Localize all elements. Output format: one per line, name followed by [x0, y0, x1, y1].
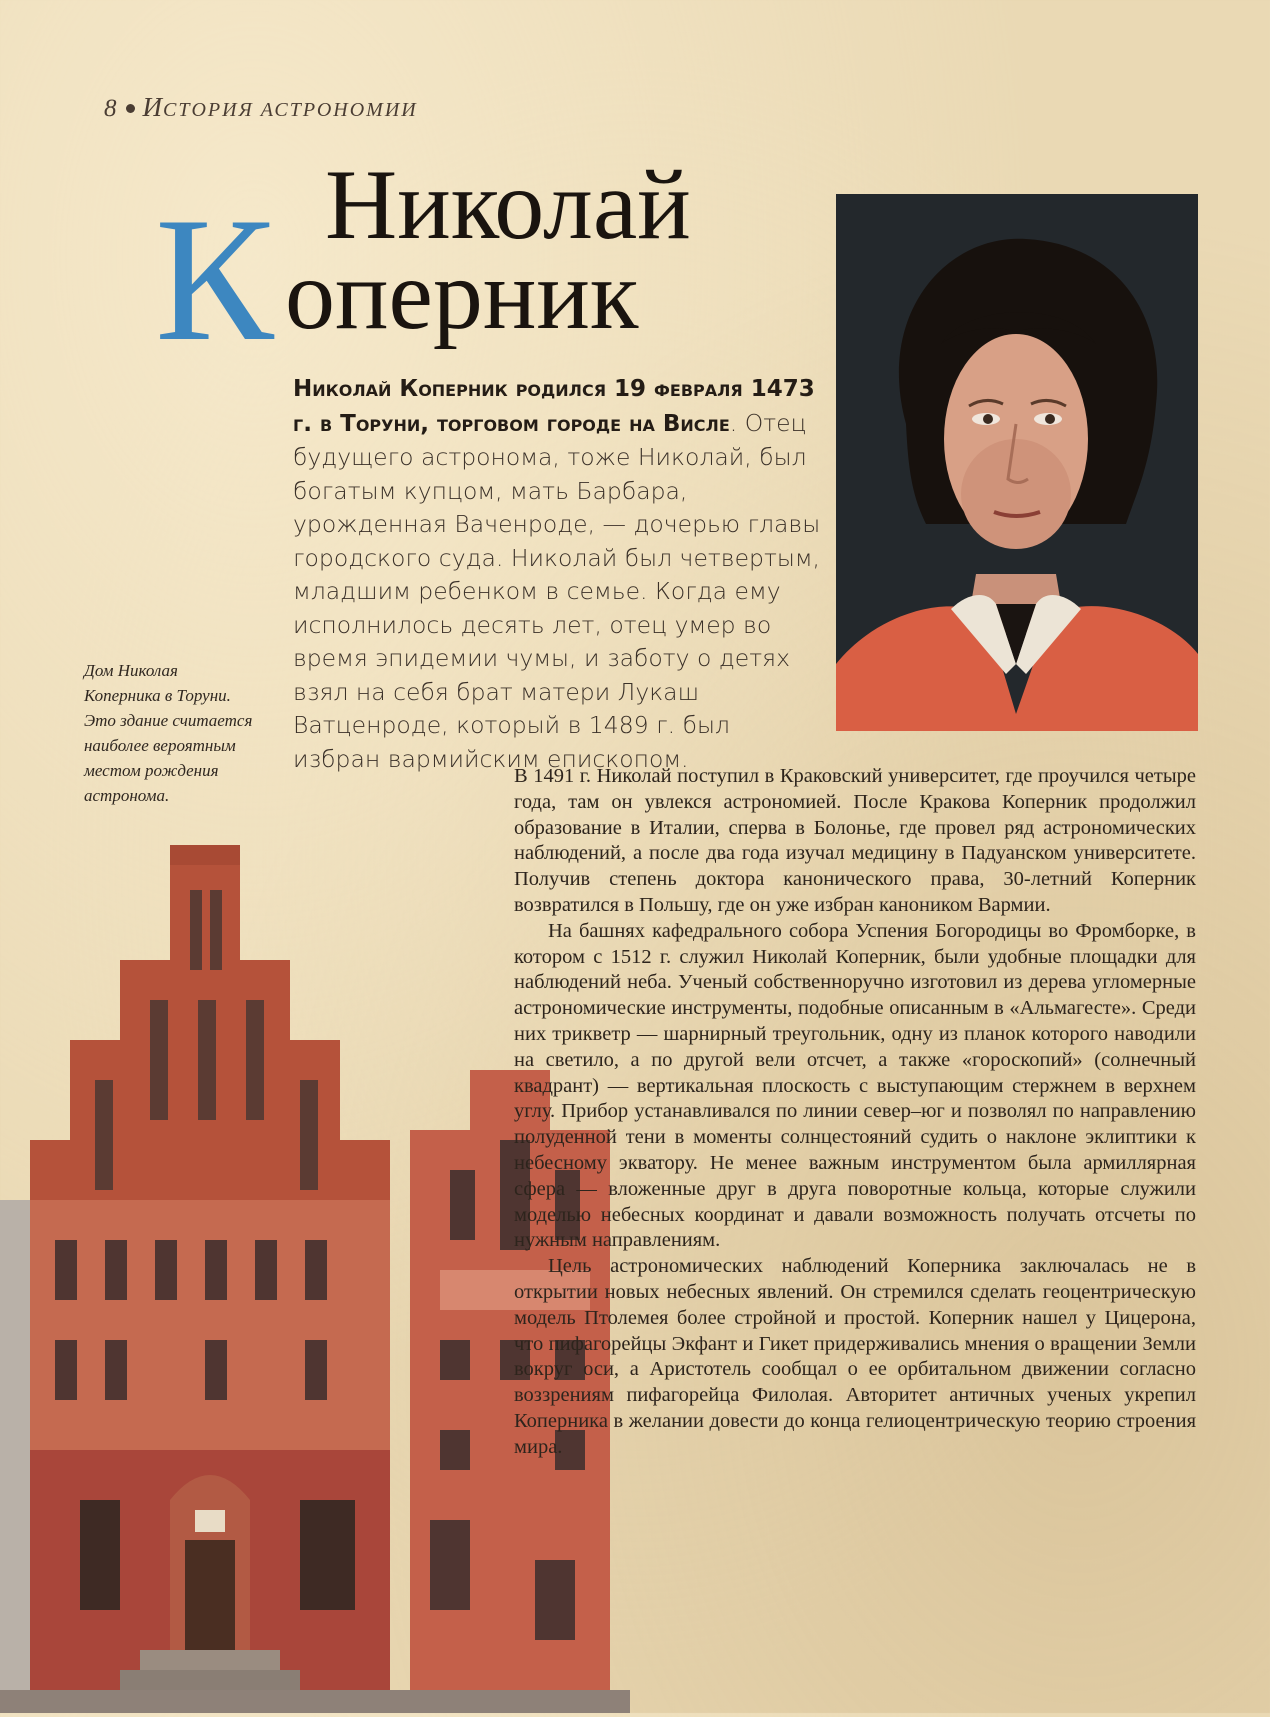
section-title-initial: И: [142, 92, 163, 122]
copernicus-portrait: [836, 194, 1198, 731]
section-title: СТОРИЯ АСТРОНОМИИ: [163, 99, 418, 121]
portrait-image: [836, 194, 1198, 731]
body-paragraph-3: Цель астрономических наблюдений Коперника заключалась не в открытии новых небесных явлений. Он стремился сделать геоцентрическую модель Птолемея более стройной и простой. Коперник нашел у Цицерона, что пифагорейцы Экфант и Гикет придерживались мнения о вращении Земли вокруг оси, а Аристотель сообщал о ее орбитальном движении согласно воззрениям пифагорейца Филолая. Авторитет античных ученых укрепил Коперника в желании довести до конца гелиоцентрическую теорию строения мира.: [514, 1255, 1196, 1458]
lead-text: . Отец будущего астронома, тоже Николай, был богатым купцом, мать Барбара, урожденная Ваченроде, — дочерью главы городского суда. Николай был четвертым, младшим ребенком в семье. Когда ему исполнилось десять лет, отец умер во время эпидемии чумы, и заботу о детях взял на себя брат матери Лукаш Ватценроде, который в 1489 г. был избран вармийским епископом.: [293, 408, 821, 773]
image-caption: Дом Николая Коперника в Торуни. Это здание считается наиболее вероятным местом рождения астронома.: [84, 661, 253, 805]
title-surname: оперник: [285, 239, 639, 350]
running-header: [104, 92, 418, 123]
page-number: 8: [104, 95, 118, 122]
body-text: [514, 764, 1196, 1461]
title-drop-cap: К: [155, 180, 274, 378]
bullet-dot: [126, 104, 135, 113]
body-paragraph-2: На башнях кафедрального собора Успения Богородицы во Фромборке, в котором с 1512 г. служил Николай Коперник, были удобные площадки для наблюдений неба. Ученый собственноручно изготовил из дерева угломерные астрономические инструменты, подобные описанным в «Альмагесте». Среди них трикветр — шарнирный треугольник, одну из планок которого наводили на светило, а по другой вели отсчет, а также «гороскопий» (солнечный квадрант) — вертикальная плоскость с выступающим стержнем в верхнем углу. Прибор устанавливался по линии север–юг и позволял по направлению полуденной тени в моменты солнцестояний судить о наклоне эклиптики к небесному экватору. Не менее важным инструментом была армиллярная сфера — вложенные друг в друга поворотные кольца, которые служили моделью небесных координат и давали возможность получать отсчеты по нужным направлениям.: [514, 919, 1196, 1252]
title-first-name: Николай: [325, 149, 691, 260]
body-paragraph-1: В 1491 г. Николай поступил в Краковский университет, где проучился четыре года, там он увлекся астрономией. После Кракова Коперник продолжил образование в Италии, сперва в Болонье, где провел ряд астрономических наблюдений, а после два года изучал медицину в Падуанском университете. Получив степень доктора канонического права, 30-летний Коперник возвратился в Польшу, где он уже избран каноником Вармии.: [514, 765, 1196, 916]
lead-paragraph: [293, 372, 823, 776]
lead-bold-text: Николай Коперник родился 19 февраля 1473 г. в Торуни, торговом городе на Висле: [293, 376, 815, 437]
